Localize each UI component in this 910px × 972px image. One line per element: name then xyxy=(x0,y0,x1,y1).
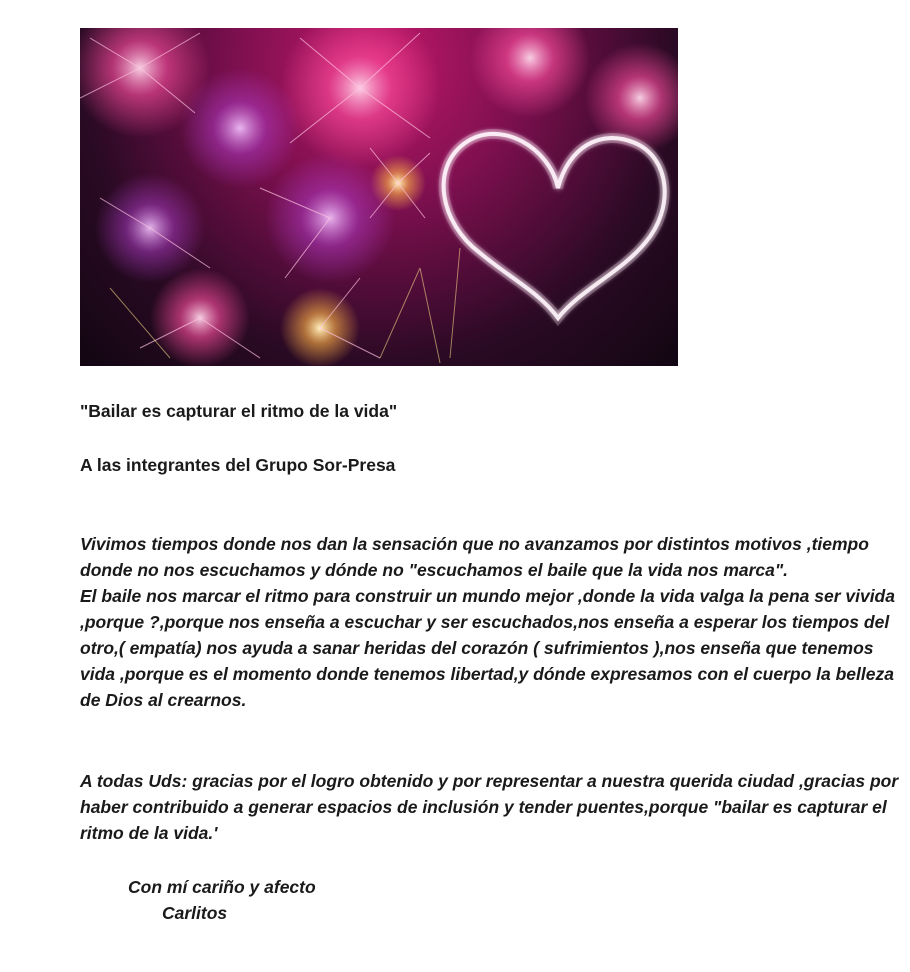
title-quote: "Bailar es capturar el ritmo de la vida" xyxy=(80,401,398,421)
paragraph-1: Vivimos tiempos donde nos dan la sensación que no avanzamos por distintos motivos ,tiempo donde no nos escuchamos y dónde no "escuchamos el baile que la vida nos marca". xyxy=(80,534,869,580)
fireworks-heart-icon xyxy=(80,28,678,366)
fireworks-heart-image xyxy=(80,28,678,366)
closing-line: Con mí cariño y afecto xyxy=(128,877,316,897)
signature: Carlitos xyxy=(162,903,228,923)
letter-body xyxy=(80,531,900,713)
dedication-line: A las integrantes del Grupo Sor-Presa xyxy=(80,455,396,475)
paragraph-2: El baile nos marcar el ritmo para construir un mundo mejor ,donde la vida valga la pena ser vivida ,porque ?,porque nos enseña a escuchar y ser escuchados,nos enseña a esperar los tiempos del otro,( empatía) nos ayuda a sanar heridas del corazón ( sufrimientos ),nos enseña que tenemos vida ,porque es el momento donde tenemos libertad,y dónde expresamos con el cuerpo la belleza de Dios al crearnos. xyxy=(80,586,895,710)
paragraph-3: A todas Uds: gracias por el logro obtenido y por representar a nuestra querida ciudad ,gracias por haber contribuido a generar espacios de inclusión y tender puentes,porque "bailar es capturar el ritmo de la vida.' xyxy=(80,771,899,843)
